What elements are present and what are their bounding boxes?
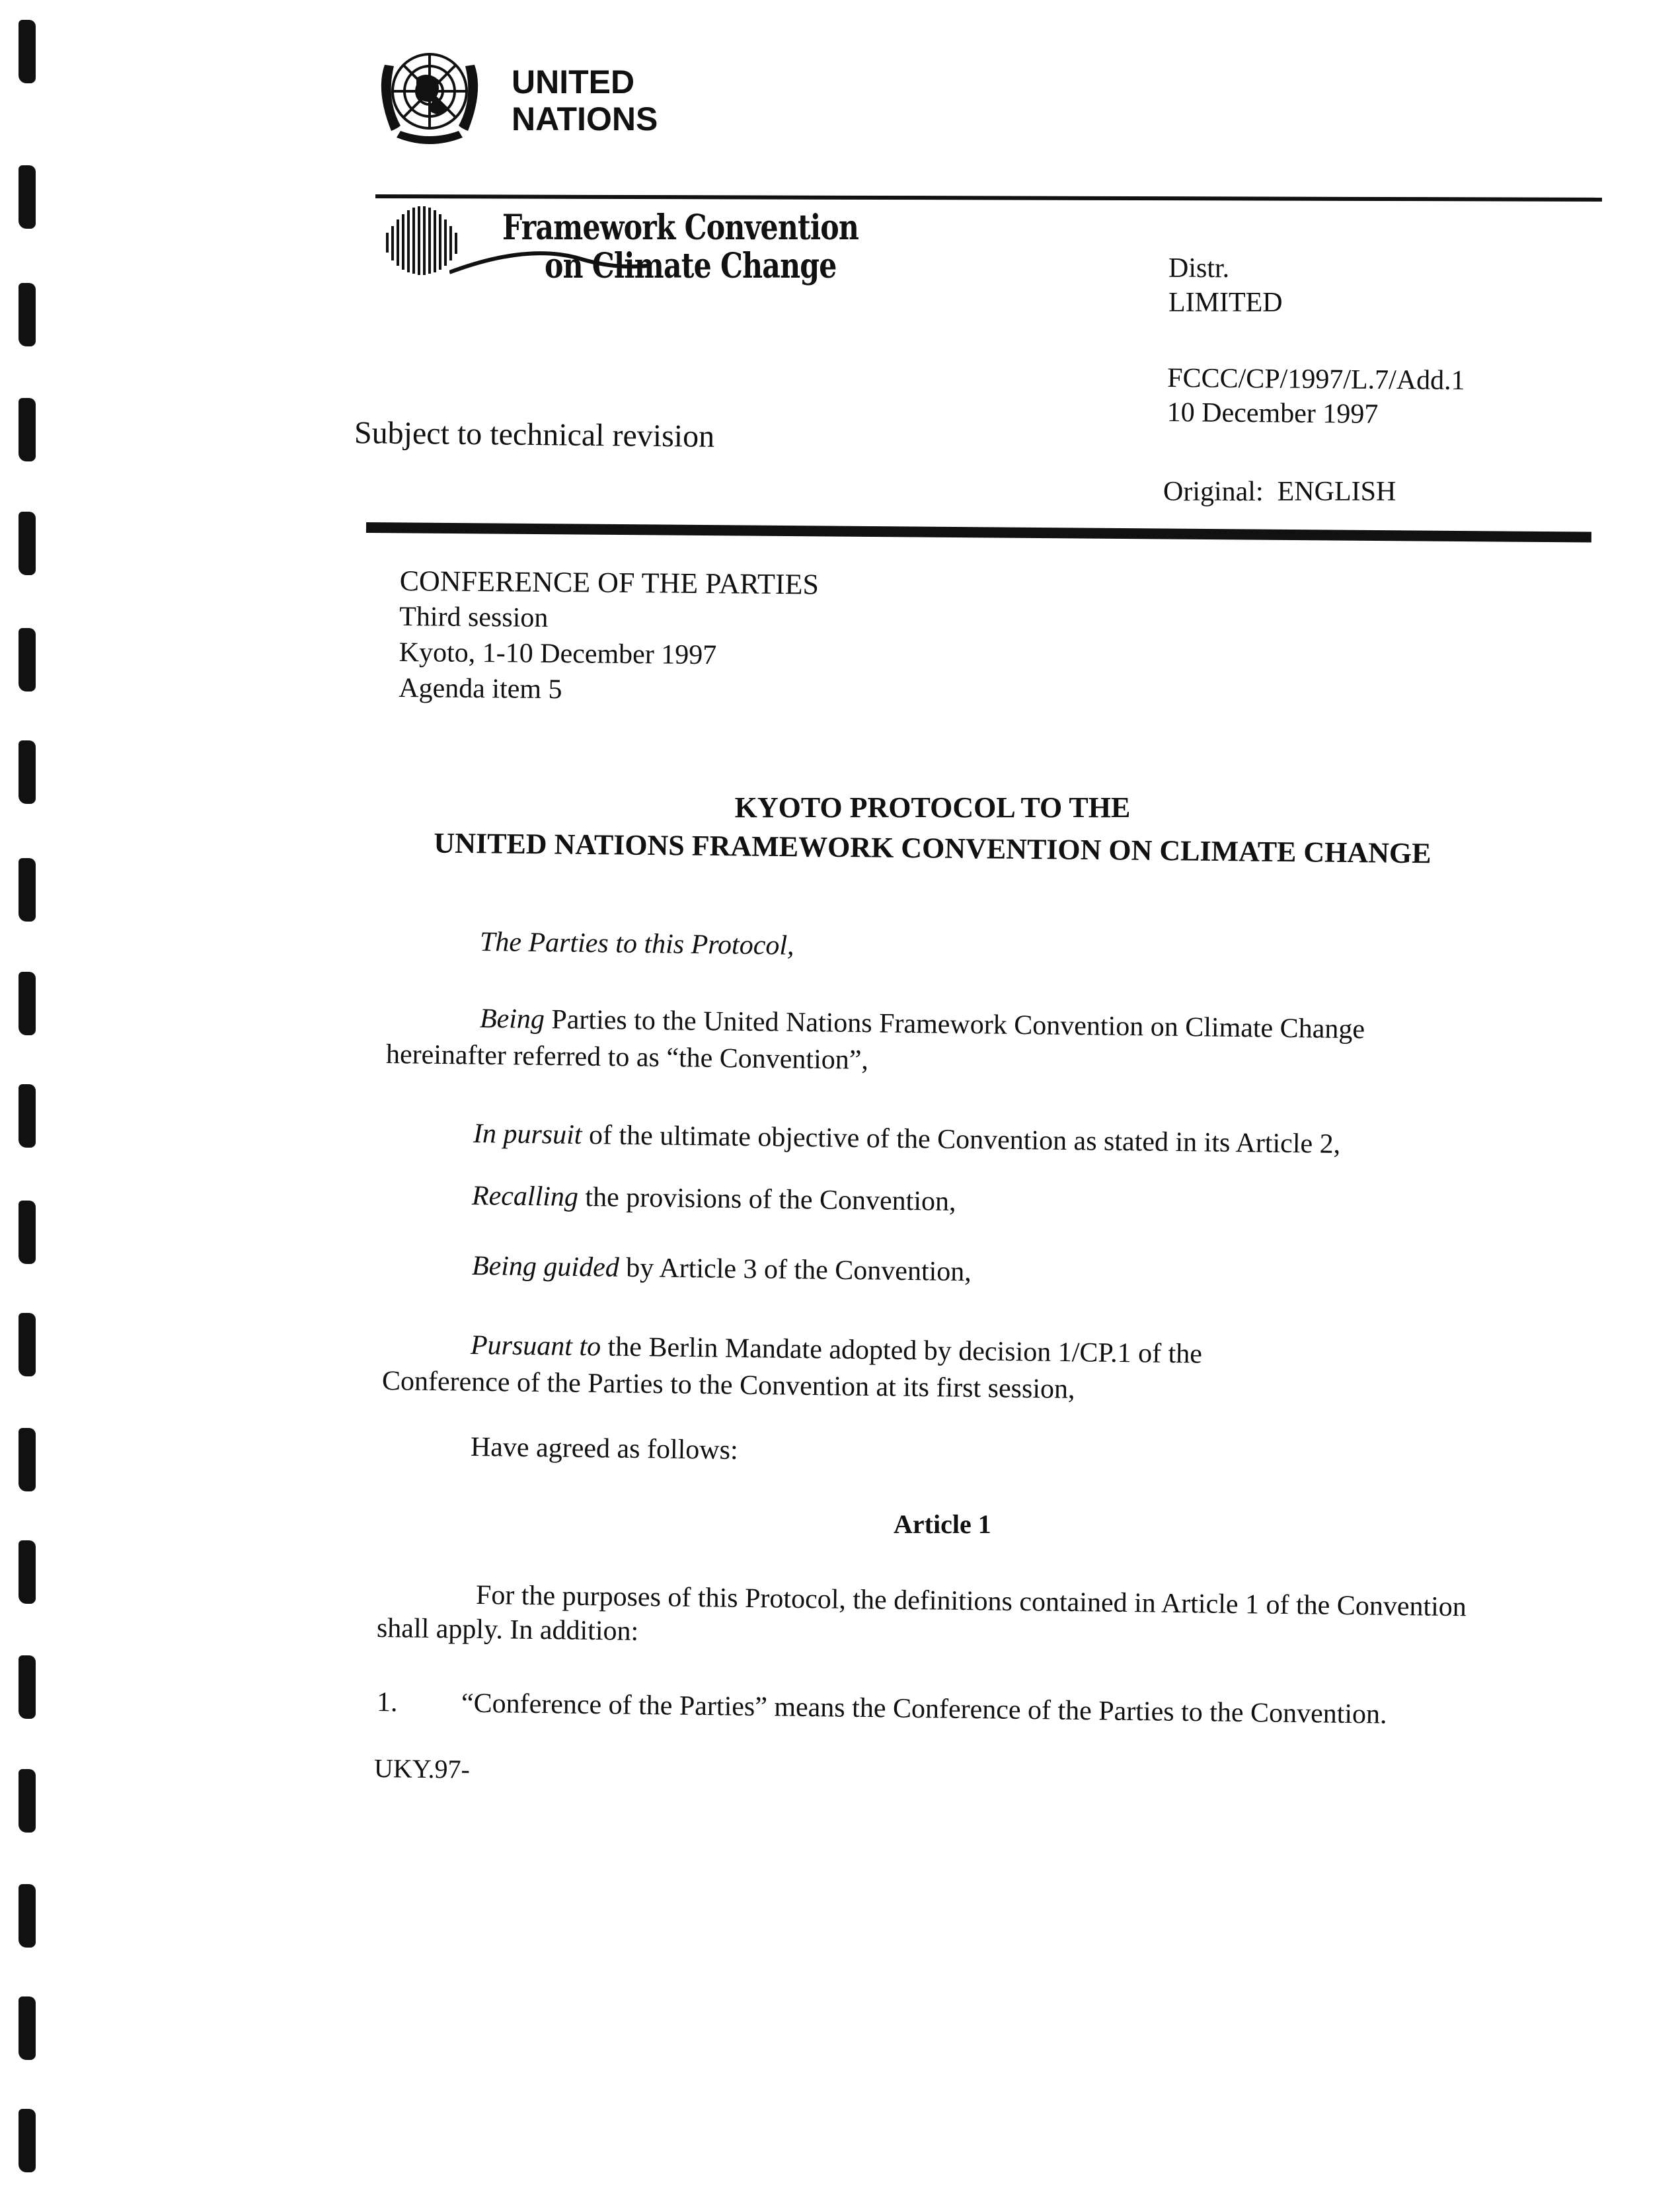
preamble-recalling-text: the provisions of the Convention, [578, 1181, 956, 1217]
fccc-logo-text [502, 209, 859, 286]
article-intro: For the purposes of this Protocol, the definitions contained in Article 1 of the Convention [475, 1580, 1467, 1623]
fccc-logo-line1: Framework Convention [502, 208, 859, 248]
original-value: ENGLISH [1277, 477, 1396, 507]
punch-mark [19, 1084, 36, 1148]
punch-mark [19, 1313, 36, 1376]
preamble-being [480, 1002, 1365, 1046]
document-symbol-block [1167, 361, 1465, 432]
punch-mark [19, 512, 36, 575]
conference-agenda: Agenda item 5 [399, 672, 562, 705]
preamble-guided-text: by Article 3 of the Convention, [619, 1252, 972, 1288]
organization-name-line1: UNITED [512, 63, 635, 100]
definition-item [377, 1686, 1387, 1731]
preamble-recalling [472, 1179, 956, 1218]
punch-mark [19, 1769, 36, 1833]
un-emblem-icon [370, 38, 489, 151]
punch-mark [19, 1540, 36, 1604]
organization-name [512, 63, 658, 138]
punch-mark [19, 1201, 36, 1264]
definition-item-text: “Conference of the Parties” means the Conference of the Parties to the Convention. [461, 1688, 1387, 1730]
punch-mark [19, 20, 36, 83]
punch-mark [19, 2109, 36, 2172]
definition-item-number: 1. [376, 1687, 398, 1718]
preamble-pursuit-italic: In pursuit [473, 1119, 582, 1151]
conference-session: Third session [399, 602, 549, 633]
preamble-being-italic: Being [479, 1004, 545, 1035]
punch-mark [19, 1996, 36, 2060]
conference-block [399, 563, 819, 710]
preamble-parties [480, 926, 794, 963]
preamble-pursuant-italic: Pursuant to [470, 1330, 601, 1363]
document-symbol: FCCC/CP/1997/L.7/Add.1 [1167, 363, 1465, 396]
header-rule [375, 194, 1602, 202]
distribution-block [1168, 251, 1283, 320]
document-title-line1: KYOTO PROTOCOL TO THE [734, 791, 1131, 824]
preamble-guided [472, 1249, 972, 1288]
punch-mark [19, 283, 36, 346]
original-language [1163, 475, 1396, 509]
punch-mark [19, 1428, 36, 1491]
section-rule [366, 522, 1591, 543]
distr-value: LIMITED [1168, 288, 1283, 318]
footer-code: UKY.97- [373, 1753, 471, 1784]
preamble-recalling-italic: Recalling [471, 1181, 579, 1212]
article-intro-line2: shall apply. In addition: [376, 1613, 639, 1647]
organization-name-line2: NATIONS [512, 100, 658, 138]
punch-mark [19, 628, 36, 691]
punch-mark [19, 858, 36, 922]
punch-mark [19, 165, 36, 229]
preamble-pursuit [473, 1117, 1341, 1161]
original-label: Original: [1163, 477, 1264, 507]
distr-label: Distr. [1168, 253, 1230, 284]
preamble-pursuit-text: of the ultimate objective of the Convention as stated in its Article 2, [582, 1120, 1341, 1160]
subject-note: Subject to technical revision [354, 415, 715, 454]
article-heading: Article 1 [894, 1509, 991, 1539]
punch-mark [19, 1884, 36, 1948]
document-date: 10 December 1997 [1166, 397, 1379, 430]
preamble-pursuant [471, 1329, 1203, 1371]
preamble-agreed: Have agreed as follows: [470, 1432, 738, 1466]
document-title-line2: UNITED NATIONS FRAMEWORK CONVENTION ON CLIMATE CHANGE [434, 826, 1432, 870]
punch-mark [19, 398, 36, 461]
punch-mark [19, 1655, 36, 1719]
fccc-logo-line2: on Climate Change [544, 246, 837, 286]
conference-place-date: Kyoto, 1-10 December 1997 [399, 637, 717, 671]
conference-title: CONFERENCE OF THE PARTIES [399, 565, 820, 601]
preamble-being-line2: hereinafter referred to as “the Convention”, [385, 1039, 869, 1076]
preamble-being-text: Parties to the United Nations Framework Convention on Climate Change [544, 1004, 1365, 1045]
punch-mark [19, 972, 36, 1035]
preamble-pursuant-text: the Berlin Mandate adopted by decision 1/CP.1 of the [600, 1331, 1203, 1370]
preamble-pursuant-line2: Conference of the Parties to the Convention at its first session, [381, 1366, 1075, 1405]
preamble-parties-text: The Parties to this Protocol, [479, 927, 794, 961]
preamble-guided-italic: Being guided [471, 1251, 620, 1283]
